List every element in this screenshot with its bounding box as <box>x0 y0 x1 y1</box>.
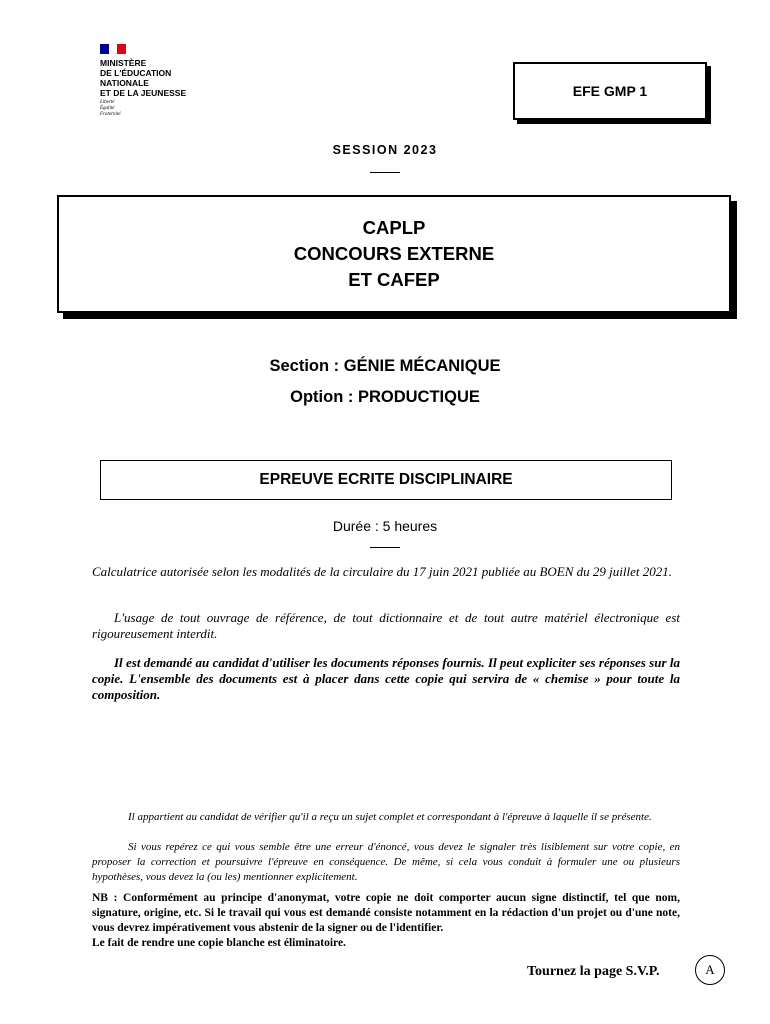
page-letter: A <box>705 962 715 977</box>
duration-label: Durée : 5 heures <box>332 518 438 534</box>
exam-title-box <box>57 195 731 313</box>
page-letter-badge <box>695 955 725 985</box>
republic-motto: Liberté Égalité Fraternité <box>100 100 121 117</box>
divider <box>370 172 400 173</box>
title-line-2: CONCOURS EXTERNE <box>293 243 495 264</box>
option-label: Option : PRODUCTIQUE <box>290 388 480 406</box>
error-note: Si vous repérez ce qui vous semble être une erreur d'énoncé, vous devez le signaler très lisiblement sur votre copie, en proposer la correction et poursuivre l'épreuve en conséquence. De même, si cela vous conduit à formuler une ou plusieurs hypothèses, vous devez la (ou les) mentionner explicitement. <box>92 841 680 883</box>
epreuve-box <box>100 460 672 500</box>
nb-anonymity: NB : Conformément au principe d'anonymat, votre copie ne doit comporter aucun signe distinctif, tel que nom, signature, origine, etc. Si le travail qui vous est demandé consiste notamment en la rédaction d'un projet ou d'une note, vous devrez impérativement vous abstenir de la signer ou de l'identifier. <box>92 892 680 934</box>
documents-instruction: Il est demandé au candidat d'utiliser les documents réponses fournis. Il peut expliciter ses réponses sur la copie. L'ensemble des documents est à placer dans cette copie qui servira de « chemise » pour toute la composition. <box>92 655 680 702</box>
exam-code: EFE GMP 1 <box>572 83 648 99</box>
title-line-1: CAPLP <box>362 217 426 238</box>
nb-note <box>92 891 680 951</box>
usage-instruction: L'usage de tout ouvrage de référence, de tout dictionnaire et de tout autre matériel électronique est rigoureusement interdit. <box>92 610 680 641</box>
ministry-logo <box>100 44 195 118</box>
verification-note: Il appartient au candidat de vérifier qu'il a reçu un sujet complet et correspondant à l'épreuve à laquelle il se présente. <box>128 811 652 823</box>
turn-page-label: Tournez la page S.V.P. <box>527 964 660 979</box>
epreuve-label: EPREUVE ECRITE DISCIPLINAIRE <box>259 471 513 488</box>
section-label: Section : GÉNIE MÉCANIQUE <box>269 357 501 375</box>
republic-flag-icon <box>100 44 126 54</box>
calculator-instruction: Calculatrice autorisée selon les modalités de la circulaire du 17 juin 2021 publiée au BOEN du 29 juillet 2021. <box>92 564 672 579</box>
nb-blank-copy: Le fait de rendre une copie blanche est éliminatoire. <box>92 937 346 949</box>
exam-code-box <box>513 62 707 120</box>
ministry-name: MINISTÈRE DE L'ÉDUCATION NATIONALE ET DE LA JEUNESSE <box>100 58 187 98</box>
divider <box>370 547 400 548</box>
title-line-3: ET CAFEP <box>348 269 440 290</box>
session-label: SESSION 2023 <box>332 143 438 157</box>
